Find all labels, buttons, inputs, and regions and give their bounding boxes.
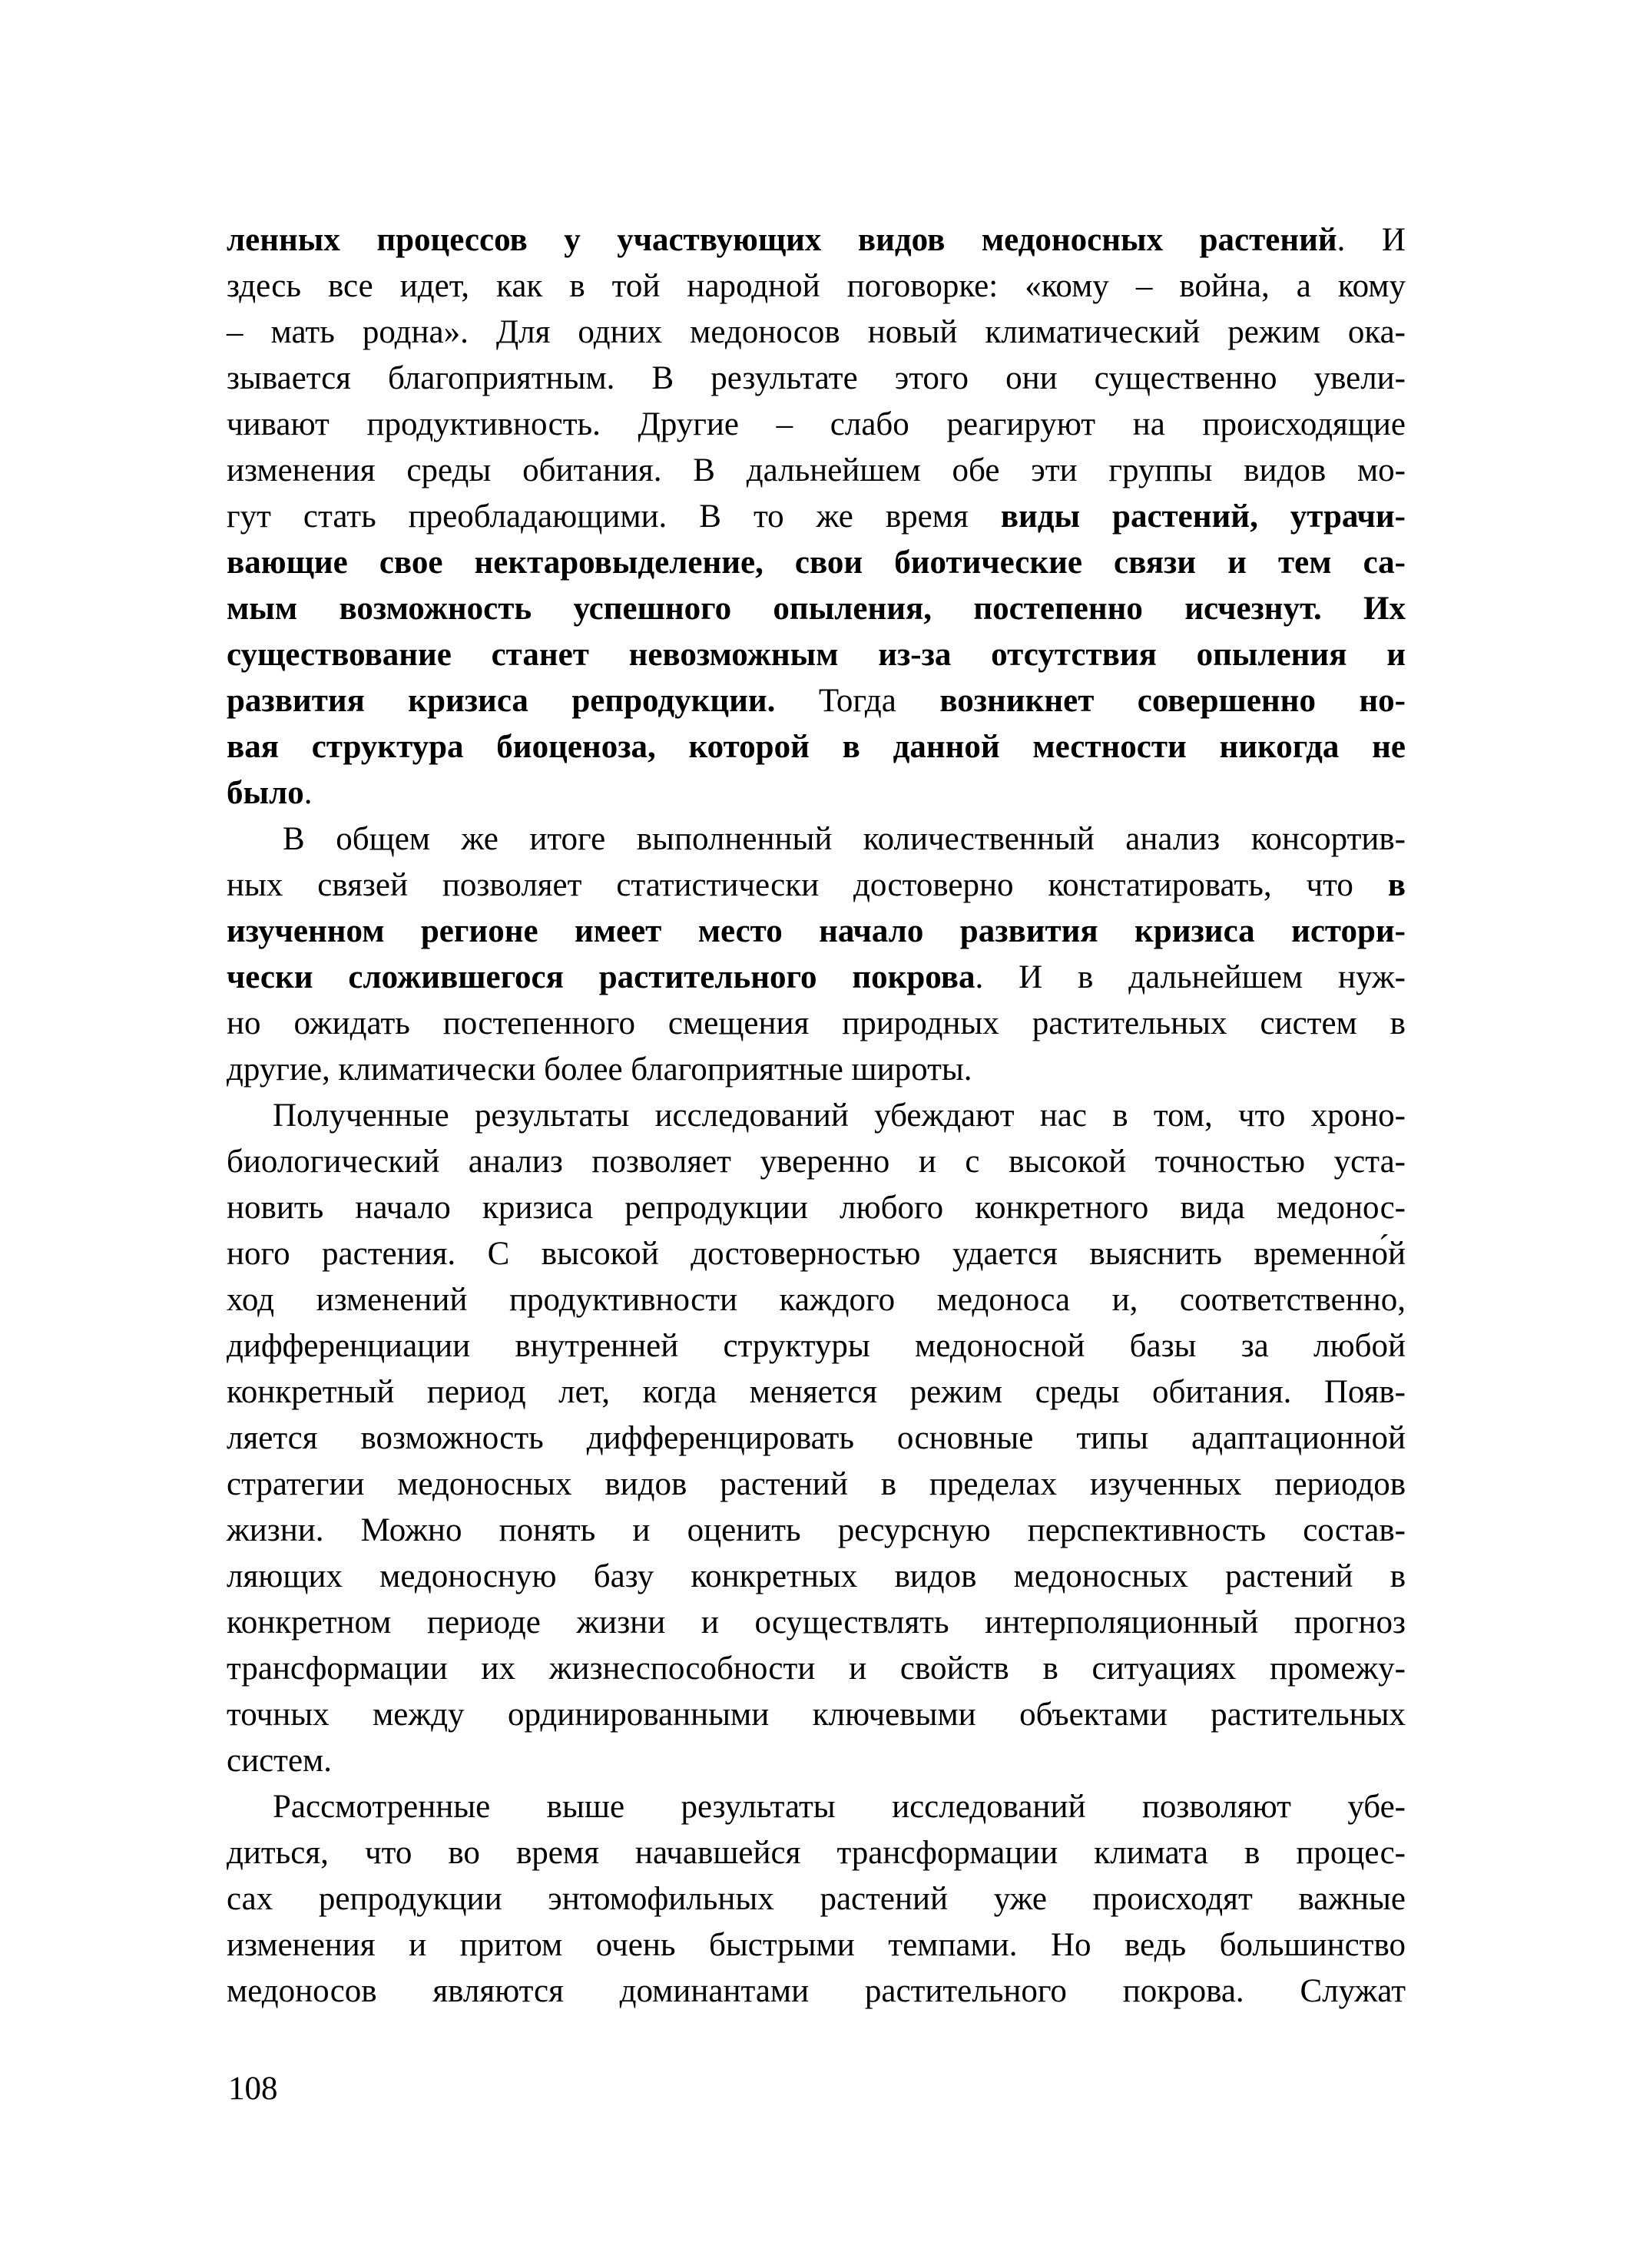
text-line [227, 1231, 1406, 1277]
text-segment: новить начало кризиса репродукции любого конкретного вида медонос- [227, 1190, 1406, 1226]
text-line [227, 1139, 1406, 1185]
text-segment: жизни. Можно понять и оценить ресурсную перспективность состав- [227, 1512, 1406, 1548]
text-segment: диться, что во время начавшейся трансформации климата в процес- [227, 1835, 1406, 1871]
text-segment: стратегии медоносных видов растений в пределах изученных периодов [227, 1466, 1406, 1502]
text-line [227, 863, 1406, 909]
bold-text-segment: вающие свое нектаровыделение, свои биотические связи и тем са- [227, 545, 1406, 581]
text-segment: изменения и притом очень быстрыми темпами. Но ведь большинство [227, 1927, 1406, 1963]
bold-text-segment: мым возможность успешного опыления, постепенно исчезнут. Их [227, 591, 1406, 627]
bold-text-segment: ленных процессов у участвующих видов медоносных растений [227, 222, 1337, 258]
text-segment: Полученные результаты исследований убеждают нас в том, что хроно- [273, 1098, 1406, 1134]
text-segment: ных связей позволяет статистически достоверно констатировать, что [227, 867, 1388, 903]
text-line [227, 909, 1406, 955]
text-line [227, 1277, 1406, 1323]
text-line [227, 356, 1406, 402]
text-segment: трансформации их жизнеспособности и свойств в ситуациях промежу- [227, 1651, 1406, 1687]
page-number: 108 [228, 2071, 278, 2107]
text-segment: сах репродукции энтомофильных растений уже происходят важные [227, 1881, 1406, 1917]
text-line [227, 632, 1406, 678]
text-segment: . И [1337, 222, 1406, 258]
text-segment: ляется возможность дифференцировать основные типы адаптационной [227, 1420, 1406, 1456]
bold-text-segment: чески сложившегося растительного покрова [227, 959, 975, 995]
text-line [227, 1093, 1406, 1139]
text-line [227, 1554, 1406, 1600]
bold-text-segment: возникнет совершенно но- [939, 683, 1406, 719]
text-line [227, 816, 1406, 863]
text-segment: точных между ординированными ключевыми объектами растительных [227, 1697, 1406, 1733]
text-line [227, 678, 1406, 724]
text-segment: дифференциации внутренней структуры медоносной базы за любой [227, 1328, 1406, 1364]
text-segment: . [303, 775, 313, 811]
text-line [227, 1784, 1406, 1830]
text-line [227, 540, 1406, 586]
text-segment: но ожидать постепенного смещения природных растительных систем в [227, 1005, 1406, 1041]
text-segment: систем. [227, 1743, 333, 1779]
text-line [227, 1738, 1406, 1784]
text-line [227, 724, 1406, 770]
text-segment: – мать родна». Для одних медоносов новый климатический режим ока- [227, 314, 1406, 350]
text-line [227, 1646, 1406, 1692]
text-line [227, 1415, 1406, 1462]
text-line [227, 1600, 1406, 1646]
text-segment: ляющих медоносную базу конкретных видов медоносных растений в [227, 1558, 1406, 1594]
body-text [227, 217, 1406, 2015]
text-line [227, 1369, 1406, 1415]
text-segment: здесь все идет, как в той народной поговорке: «кому – война, а кому [227, 268, 1406, 304]
text-segment: другие, климатически более благоприятные широты. [227, 1051, 972, 1088]
text-line [227, 1462, 1406, 1508]
text-segment: конкретном периоде жизни и осуществлять интерполяционный прогноз [227, 1604, 1406, 1641]
text-segment: В общем же итоге выполненный количественный анализ консортив- [283, 821, 1406, 857]
text-line [227, 955, 1406, 1001]
text-line [227, 310, 1406, 356]
text-segment: зывается благоприятным. В результате этого они существенно увели- [227, 360, 1406, 396]
bold-text-segment: существование станет невозможным из-за отсутствия опыления и [227, 637, 1406, 673]
text-line [227, 263, 1406, 310]
bold-text-segment: было [227, 775, 304, 811]
text-segment: изменения среды обитания. В дальнейшем обе эти группы видов мо- [227, 452, 1406, 488]
text-segment: . И в дальнейшем нуж- [975, 959, 1406, 995]
bold-text-segment: в [1387, 867, 1406, 903]
text-segment: Рассмотренные выше результаты исследований позволяют убе- [273, 1789, 1406, 1825]
text-line [227, 1968, 1406, 2015]
text-line [227, 402, 1406, 448]
text-line [227, 448, 1406, 494]
text-line [227, 1692, 1406, 1738]
text-line [227, 1508, 1406, 1554]
text-segment: конкретный период лет, когда меняется режим среды обитания. Появ- [227, 1374, 1406, 1410]
text-line [227, 1185, 1406, 1231]
text-segment: медоносов являются доминантами растительного покрова. Служат [227, 1973, 1406, 2009]
text-segment: биологический анализ позволяет уверенно и с высокой точностью уста- [227, 1144, 1406, 1180]
text-line [227, 1830, 1406, 1876]
text-line [227, 217, 1406, 263]
bold-text-segment: виды растений, утрачи- [1000, 498, 1406, 535]
text-line [227, 494, 1406, 540]
text-line [227, 770, 1406, 816]
text-segment: Тогда [775, 683, 940, 719]
text-line [227, 1047, 1406, 1093]
text-segment: ход изменений продуктивности каждого медоноса и, соответственно, [227, 1282, 1406, 1318]
text-line [227, 1922, 1406, 1968]
text-line [227, 1001, 1406, 1047]
bold-text-segment: развития кризиса репродукции. [227, 683, 776, 719]
text-segment: ного растения. С высокой достоверностью удается выяснить временно́й [227, 1236, 1406, 1272]
text-segment: чивают продуктивность. Другие – слабо реагируют на происходящие [227, 406, 1406, 442]
text-line [227, 586, 1406, 632]
bold-text-segment: изученном регионе имеет место начало развития кризиса истори- [227, 913, 1406, 949]
text-line [227, 1876, 1406, 1922]
text-segment: гут стать преобладающими. В то же время [227, 498, 1001, 535]
text-line [227, 1323, 1406, 1369]
bold-text-segment: вая структура биоценоза, которой в данной местности никогда не [227, 729, 1406, 765]
